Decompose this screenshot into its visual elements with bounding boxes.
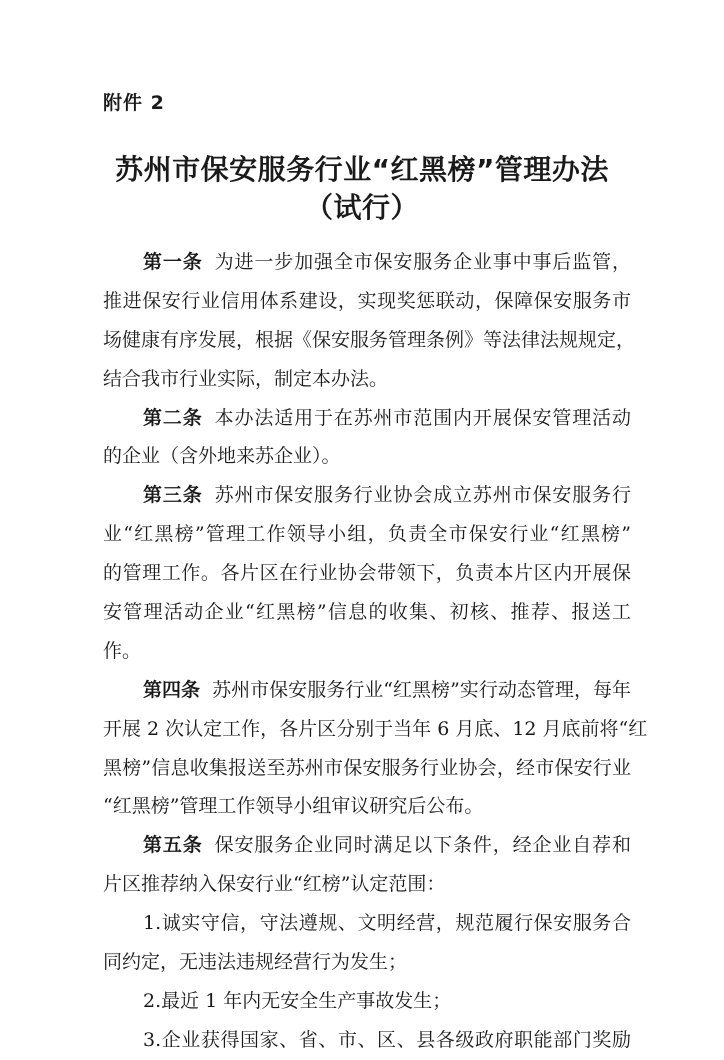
article-2-text-1: 本办法适用于在苏州市范围内开展保安管理活动 (214, 406, 631, 429)
article-3-heading: 第三条 (143, 484, 203, 507)
article-4-text-1: 苏州市保安服务行业“红黑榜”实行动态管理，每年 (212, 678, 631, 701)
article-3-line-4: 安管理活动企业“红黑榜”信息的收集、初核、推荐、报送工 (103, 601, 631, 624)
article-5-line-1 (103, 826, 631, 865)
article-2-line-2: 的企业（含外地来苏企业）。 (103, 445, 341, 468)
article-3-line-5: 作。 (103, 639, 142, 662)
document-subtitle: （试行） (304, 191, 419, 224)
article-4-line-1 (103, 671, 631, 710)
condition-1-line-1: 1.诚实守信，守法遵规、文明经营，规范履行保安服务合 (143, 912, 631, 935)
condition-3-line-1: 3.企业获得国家、省、市、区、县各级政府职能部门奖励 (143, 1028, 631, 1051)
article-1-line-3: 场健康有序发展，根据《保安服务管理条例》等法律法规规定， (103, 328, 636, 351)
document-body (103, 243, 648, 1060)
article-2-line-1 (103, 399, 631, 438)
condition-1-line-2: 同约定，无违法违规经营行为发生； (103, 951, 408, 974)
article-3-text-1: 苏州市保安服务行业协会成立苏州市保安服务行 (214, 484, 631, 507)
condition-2-line-1: 2.最近 1 年内无安全生产事故发生； (143, 989, 452, 1012)
attachment-label: 附件 2 (103, 92, 165, 114)
article-4-line-4: “红黑榜”管理工作领导小组审议研究后公布。 (103, 795, 484, 818)
article-4-heading: 第四条 (143, 678, 201, 701)
article-5-line-2: 片区推荐纳入保安行业“红榜”认定范围： (103, 873, 446, 896)
article-4-line-2: 开展 2 次认定工作，各片区分别于当年 6 月底、12 月底前将“红 (103, 717, 648, 740)
article-3-line-1 (103, 476, 631, 515)
article-3-line-3: 的管理工作。各片区在行业协会带领下，负责本片区内开展保 (103, 562, 631, 585)
article-5-heading: 第五条 (143, 834, 203, 857)
article-1-text-1: 为进一步加强全市保安服务企业事中事后监管， (214, 251, 631, 273)
article-2-heading: 第二条 (143, 406, 203, 429)
article-1-line-1 (103, 243, 631, 282)
document-title: 苏州市保安服务行业“红黑榜”管理办法 (115, 153, 609, 186)
article-1-heading: 第一条 (143, 251, 203, 273)
article-1-line-2: 推进保安行业信用体系建设，实现奖惩联动，保障保安服务市 (103, 289, 631, 312)
article-4-line-3: 黑榜”信息收集报送至苏州市保安服务行业协会，经市保安行业 (103, 756, 631, 779)
article-1-line-4: 结合我市行业实际，制定本办法。 (103, 367, 389, 390)
article-3-line-2: 业“红黑榜”管理工作领导小组，负责全市保安行业“红黑榜” (103, 523, 631, 546)
article-5-text-1: 保安服务企业同时满足以下条件，经企业自荐和 (214, 834, 631, 857)
